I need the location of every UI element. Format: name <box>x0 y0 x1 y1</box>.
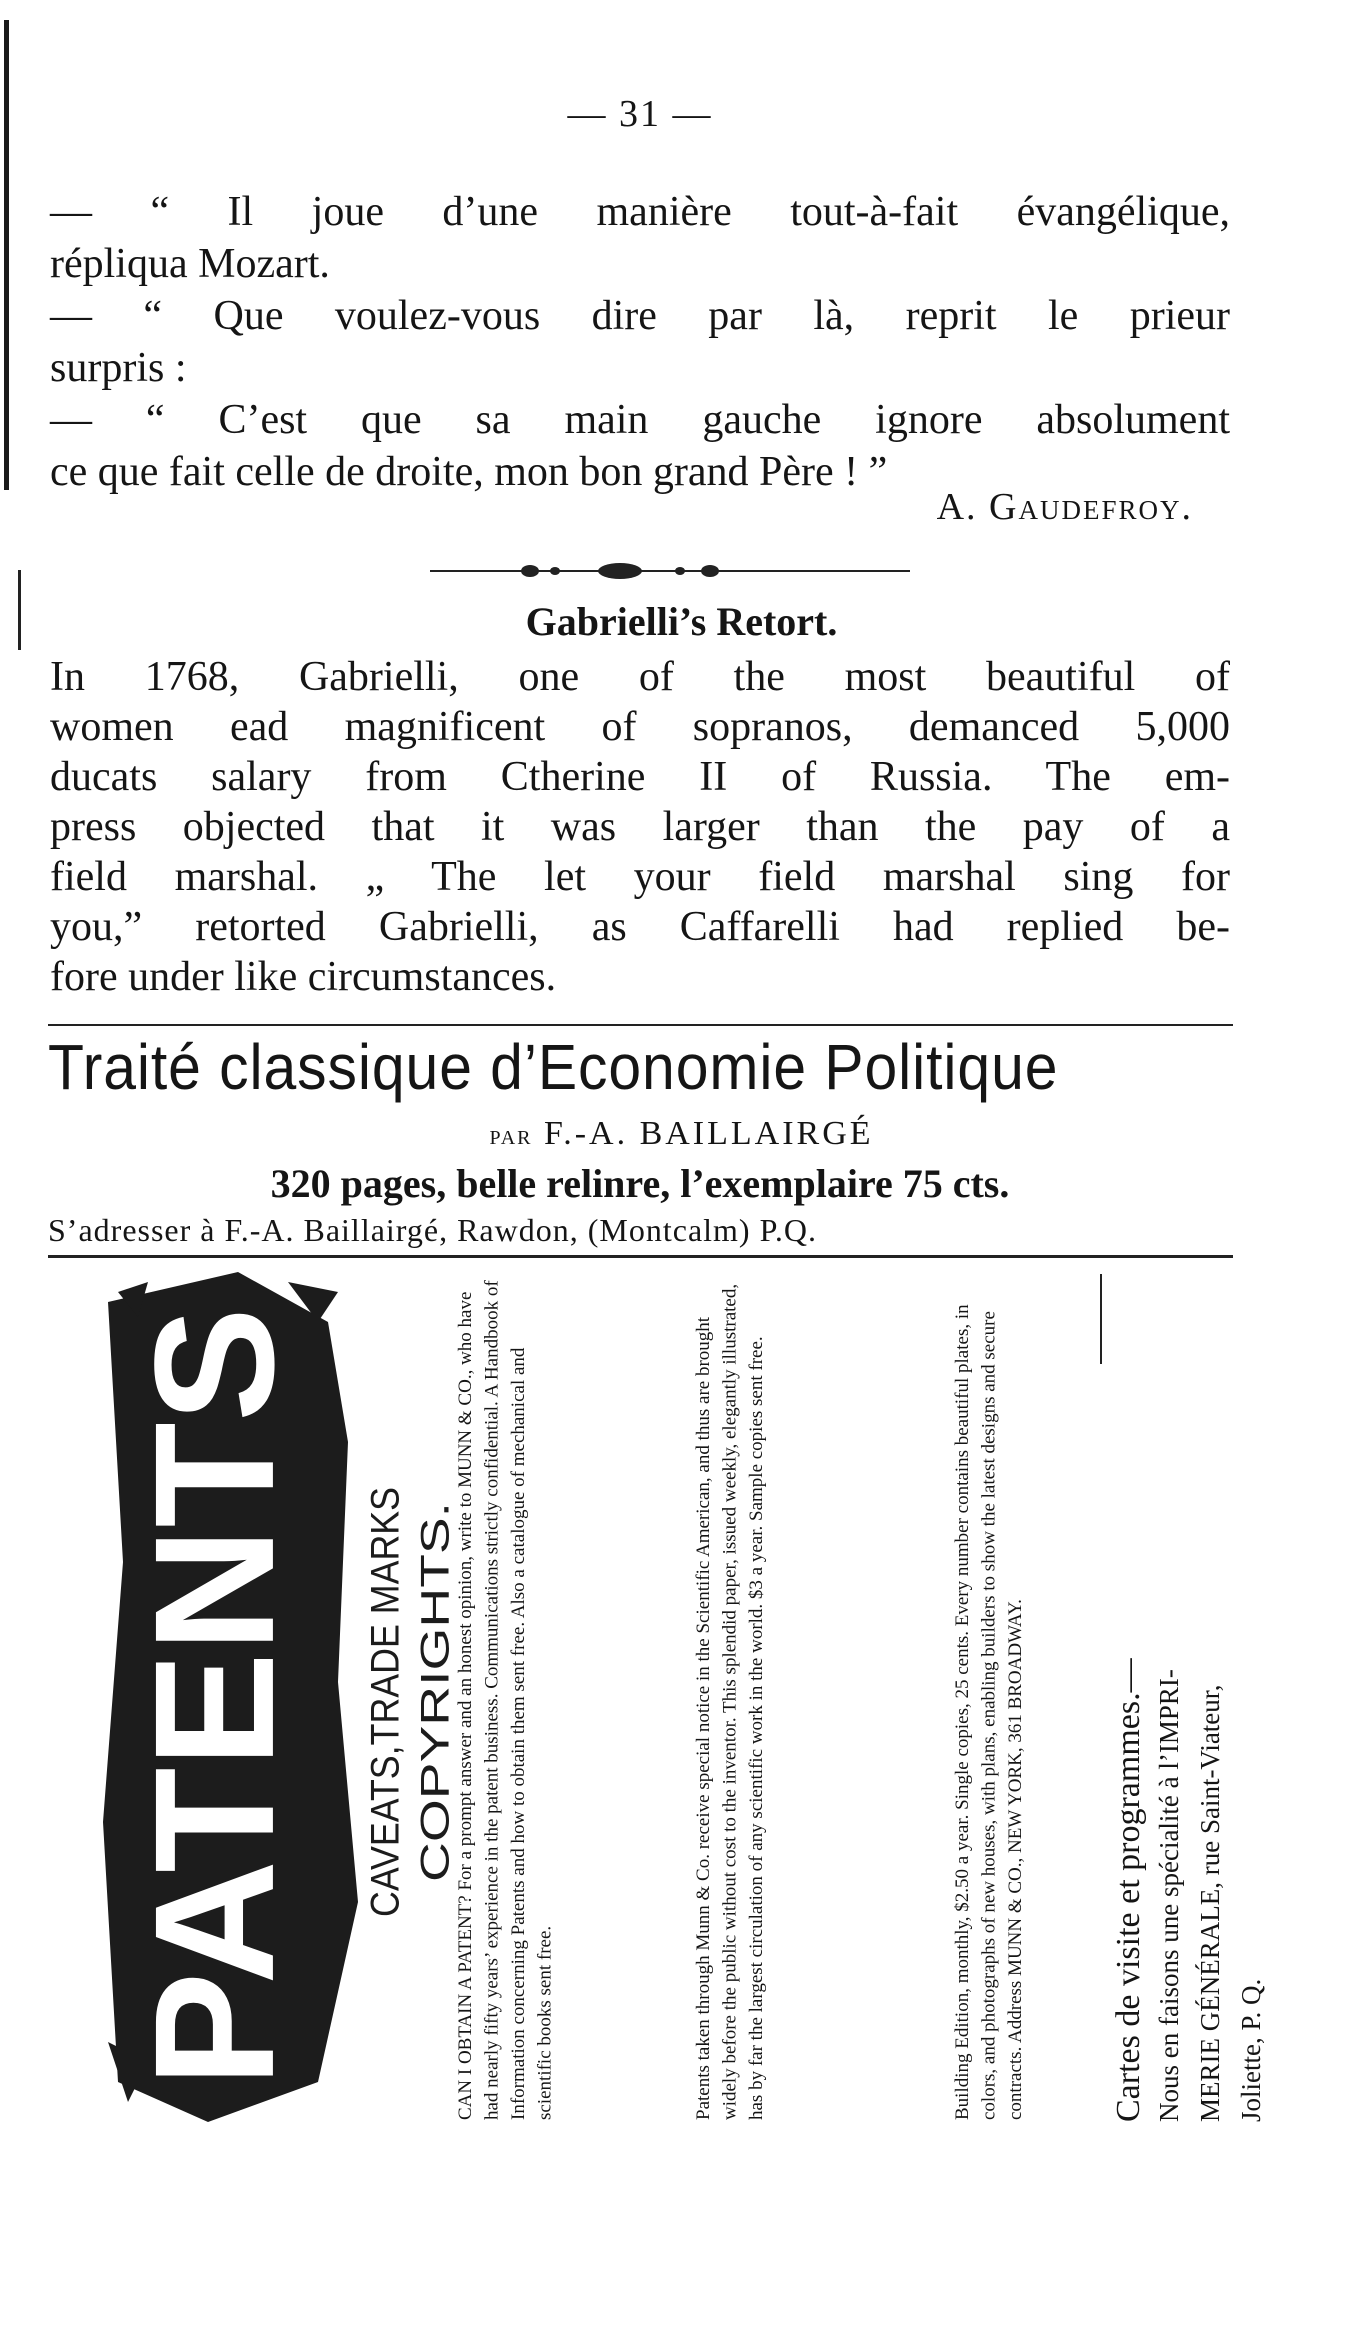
patent-ad-paragraph: Patents taken through Munn & Co. receive special notice in the Scientific American, and thus are brought widely before the public without cost to the inventor. This splendid paper, issued weekly, elegantly illustrated, has by far the largest circulation of any scientific work in the world. $3 a year. Sample copies sent free. <box>693 1283 767 2120</box>
anecdote-paragraph <box>50 186 1230 498</box>
column-divider <box>1100 1274 1102 1364</box>
book-details: 320 pages, belle relinre, l’exemplaire 75 cts. <box>270 1161 1010 1206</box>
logo-patents-text: PATENTS <box>119 1318 310 2087</box>
patents-logo <box>88 1262 468 2132</box>
book-address: S’adresser à F.-A. Baillairgé, Rawdon, (Montcalm) P.Q. <box>48 1212 817 1248</box>
page-number: — 31 — <box>567 93 713 135</box>
anecdote-line: ce que fait celle de droite, mon bon grand Père ! ” <box>50 449 888 495</box>
book-par: PAR <box>489 1127 533 1149</box>
anecdote-line: — “ Il joue d’une manière tout-à-fait évangélique, <box>50 189 1230 235</box>
patent-ad-paragraph: Building Edition, monthly, $2.50 a year. Single copies, 25 cents. Every number contains beautiful plates, in colors, and photographs of new houses, with plans, enabling builders to show the latest designs and secure contracts. Address MUNN & CO., NEW YORK, 361 BROADWAY. <box>952 1304 1026 2120</box>
anecdote-line: répliqua Mozart. <box>50 241 330 287</box>
article-heading: Gabrielli’s Retort. <box>525 599 838 644</box>
patent-ad-text <box>691 1274 941 2120</box>
article-line: field marshal. „ The let your field marshal sing for <box>50 854 1230 900</box>
scan-edge-line <box>4 20 9 490</box>
article-line: In 1768, Gabrielli, one of the most beautiful of <box>50 654 1230 700</box>
advertisement-block <box>48 1262 1266 2132</box>
patent-ad-text <box>453 1274 671 2120</box>
patent-ad-paragraph: CAN I OBTAIN A PATENT? For a prompt answer and an honest opinion, write to MUNN & CO., who have had nearly fifty years’ experience in the patent business. Communications strictly confidential. A Handbook of Information concerning Patents and how to obtain them sent free. Also a catalogue of mechanical and scientific books sent free. <box>455 1280 556 2120</box>
book-author-line <box>0 1115 1363 1153</box>
logo-caveats-text: CAVEATS,TRADE MARKS <box>363 1436 408 1917</box>
logo-copyrights-text: COPYRIGHTS. <box>413 1606 458 1882</box>
article-line: ducats salary from Ctherine II of Russia. The em- <box>50 754 1230 800</box>
book-title: Traité classique d’Economie Politique <box>48 1031 1059 1103</box>
article-paragraph <box>50 652 1230 1002</box>
anecdote-line: surpris : <box>50 345 187 391</box>
cartes-ad <box>1108 1322 1266 2122</box>
anecdote-line: — “ Que voulez-vous dire par là, reprit le prieur <box>50 293 1230 339</box>
section-rule <box>48 1024 1233 1026</box>
ad-top-rule <box>48 1255 1233 1258</box>
cartes-line: Nous en faisons une spécialité à l’IMPRI- <box>1154 1669 1184 2122</box>
patent-ad-text <box>950 1274 1090 2120</box>
article-line: fore under like circumstances. <box>50 954 557 1000</box>
book-author: F.-A. BAILLAIRGÉ <box>544 1115 874 1152</box>
anecdote-line: — “ C’est que sa main gauche ignore absolument <box>50 397 1230 443</box>
ornament-divider <box>430 560 910 582</box>
cartes-line: MERIE GÉNÉRALE, rue Saint-Viateur, <box>1195 1684 1225 2122</box>
cartes-title: Cartes de visite et programmes.— <box>1110 1658 1147 2122</box>
article-line: press objected that it was larger than the pay of a <box>50 804 1230 850</box>
author-signature: A. Gaudefroy. <box>936 486 1193 528</box>
article-line: you,” retorted Gabrielli, as Caffarelli had replied be- <box>50 904 1230 950</box>
cartes-line: Joliette, P. Q. <box>1236 1978 1266 2122</box>
article-line: women ead magnificent of sopranos, demanced 5,000 <box>50 704 1230 750</box>
